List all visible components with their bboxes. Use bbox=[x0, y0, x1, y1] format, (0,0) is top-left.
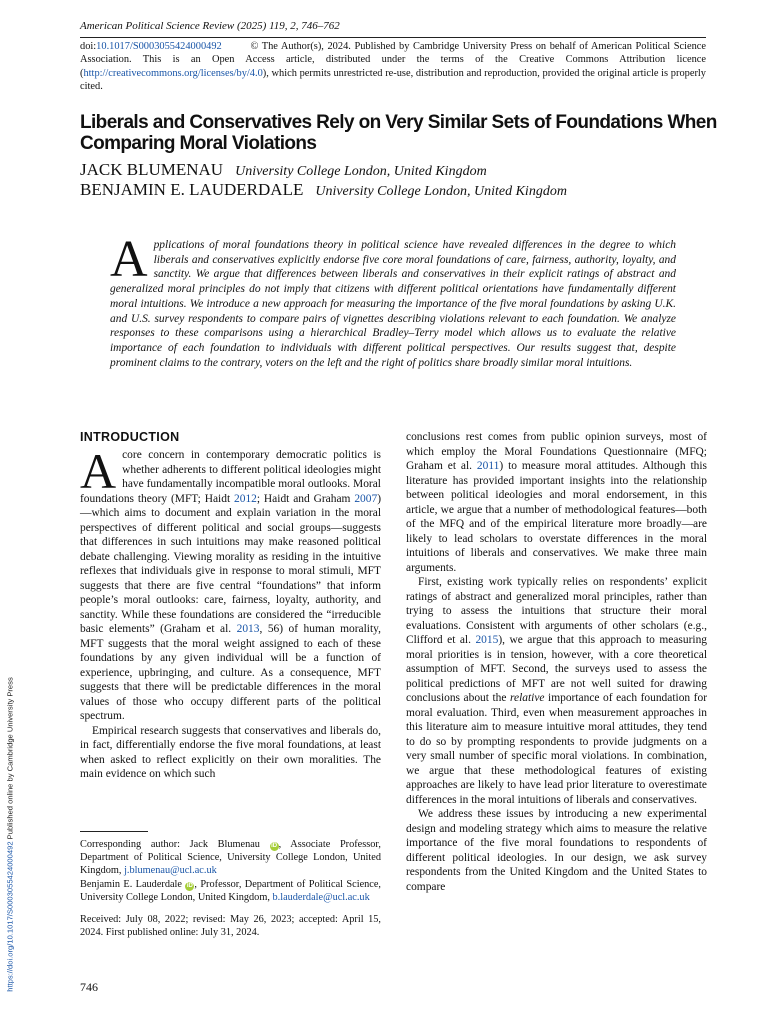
intro-paragraph-2: Empirical research suggests that conservatives and liberals do, in fact, differentially endorse the five moral foundations, at least when asked to reflect explicitly on their own moralities. The main evidence on which such bbox=[80, 724, 381, 780]
orcid-icon[interactable]: iD bbox=[271, 843, 278, 849]
section-heading-introduction: INTRODUCTION bbox=[80, 430, 180, 444]
license-link[interactable]: http://creativecommons.org/licenses/by/4.0 bbox=[83, 67, 263, 79]
side-note bbox=[6, 655, 15, 1015]
intro-paragraph-5: We address these issues by introducing a new experimental design and modeling strategy which aims to measure the relative importance of the five moral foundations to respondents of different political ideologies. In our design, we ask survey respondents from the United Kingdom and the United States to compare bbox=[406, 808, 707, 893]
right-column bbox=[406, 430, 707, 894]
journal-citation: American Political Science Review (2025) 119, 2, 746–762 bbox=[80, 20, 340, 32]
intro-paragraph-1: Acore concern in contemporary democratic politics is whether adherents to different political ideologies might have fundamentally incompatible moral outlooks. Moral foundations theory (MFT; Haidt 2012; Haidt and Graham 2007)—which aims to document and explain variation in the moral perspectives of different political and social groups—suggests that differences in such intuitions may make reasoned political debate challenging. Viewing morality as residing in the intuitive reflexes that individuals give in response to moral stimuli, MFT suggests that there are five central “foundations” that inform people’s moral outlooks: care, fairness, loyalty, authority, and sanctity. While these foundations are considered the “irreducible basic elements” (Graham et al. 2013, 56) of human morality, MFT suggests that the moral weight assigned to each of these foundations by any given individual will be a function of experience, upbringing, and culture. As a consequence, MFT suggests that there will be predictable differences in the moral values of those who occupy different parts of the political spectrum. bbox=[80, 443, 381, 722]
footnotes bbox=[80, 838, 381, 939]
side-note-text: Published online by Cambridge University Press bbox=[5, 677, 15, 842]
header-rule bbox=[80, 37, 706, 38]
intro-paragraph-4: First, existing work typically relies on respondents’ explicit ratings of abstract and generalized moral principles, rather than trying to assess the intuitions that structure their moral evaluations. Consistent with arguments of other scholars (e.g., Clifford et al. 2015), we argue that this approach to measuring moral priorities is in tension, however, with a core theoretical assumption of MFT. Second, the surveys used to assess the political predictions of MFT are not well suited for drawing conclusions about the relative importance of each foundation for moral evaluation. Third, even when measurement approaches in this literature aim to measure intuitive moral attitudes, they tend to do so by prompting respondents to provide judgments on a very small number of specific moral violations. In combination, we argue that these methodological features of existing approaches are likely to have lead prior literature to overestimate differences in the moral intuitions of liberals and conservatives. bbox=[406, 576, 708, 806]
intro-drop-cap: A bbox=[80, 443, 117, 499]
abstract-drop-cap: A bbox=[110, 231, 148, 288]
citation-link[interactable]: 2013 bbox=[236, 623, 260, 635]
copyright-text: © The Author(s), 2024. Published by Cambridge University Press on behalf of American Political Science Association. This is an Open Access article, distributed under the terms of the Creative Commons Attribution licence ( bbox=[80, 41, 707, 79]
side-doi-link[interactable]: https://doi.org/10.1017/S0003055424000492 bbox=[5, 841, 15, 992]
author-affiliation: University College London, United Kingdom bbox=[315, 184, 567, 199]
doi-link[interactable]: 10.1017/S0003055424000492 bbox=[96, 41, 222, 52]
author-1 bbox=[80, 160, 487, 182]
abstract bbox=[110, 231, 676, 370]
orcid-icon[interactable]: iD bbox=[186, 882, 193, 889]
footnote-rule bbox=[80, 831, 148, 832]
left-column bbox=[80, 443, 381, 782]
received-dates: Received: July 08, 2022; revised: May 26, 2023; accepted: April 15, 2024. First published online: July 31, 2024. bbox=[80, 914, 381, 939]
citation-link[interactable]: 2011 bbox=[476, 460, 500, 472]
license-tail: ), which permits unrestricted re-use, distribution and reproduction, provided the original article is properly cited. bbox=[80, 67, 706, 93]
citation-link[interactable]: 2007 bbox=[354, 492, 378, 505]
email-link[interactable]: j.blumenau@ucl.ac.uk bbox=[124, 865, 217, 877]
email-link[interactable]: b.lauderdale@ucl.ac.uk bbox=[272, 891, 370, 903]
author-name: BENJAMIN E. LAUDERDALE bbox=[80, 180, 304, 199]
doi-label: doi: bbox=[80, 41, 97, 52]
coauthor-note: Benjamin E. Lauderdale iD , Professor, Department of Political Science, University College London, United Kingdom, b.lauderdale@ucl.ac.uk bbox=[80, 878, 382, 903]
author-affiliation: University College London, United Kingdom bbox=[235, 164, 487, 179]
author-name: JACK BLUMENAU bbox=[80, 160, 224, 179]
doi-license-block bbox=[80, 40, 706, 94]
abstract-text: pplications of moral foundations theory in political science have revealed differences in the degree to which liberals and conservatives explicitly endorse five core moral foundations of care, fairness, authority, loyalty, and sanctity. We argue that differences between liberals and conservatives in their explicit ratings of abstract and generalized moral principles do not imply that citizens with different political orientations have fundamentally different moral intuitions. We introduce a new approach for measuring the importance of the five moral foundations by asking U.K. and U.S. survey respondents to compare pairs of vignettes describing violations relevant to each foundation. We analyze responses to these comparisons using a hierarchical Bradley–Terry model which allows us to evaluate the relative importance of each foundation to individuals with different political perspectives. Our results suggest that, despite prominent claims to the contrary, voters on the left and the right of politics share broadly similar moral intuitions. bbox=[110, 239, 676, 369]
page-number: 746 bbox=[80, 980, 98, 994]
author-2 bbox=[80, 180, 567, 202]
intro-paragraph-3: conclusions rest comes from public opinion surveys, most of which employ the Moral Foundations Questionnaire (MFQ; Graham et al. 2011) to measure moral attitudes. Although this literature has provided important insights into the relationship between political ideologies and moral endorsement, in this article, we argue that a number of methodological features—both of the MFQ and of the empirical literature more broadly—are likely to lead scholars to overstate differences in the moral intuitions of liberals and conservatives. We make three main arguments. bbox=[406, 431, 707, 574]
corresponding-author-note: Corresponding author: Jack Blumenau iD , Associate Professor, Department of Political Science, University College London, United Kingdom, j.blumenau@ucl.ac.uk bbox=[80, 839, 382, 877]
citation-link[interactable]: 2012 bbox=[234, 492, 257, 505]
citation-link[interactable]: 2015 bbox=[475, 634, 499, 646]
article-title: Liberals and Conservatives Rely on Very Similar Sets of Foundations When Comparing Moral Violations bbox=[80, 112, 717, 154]
